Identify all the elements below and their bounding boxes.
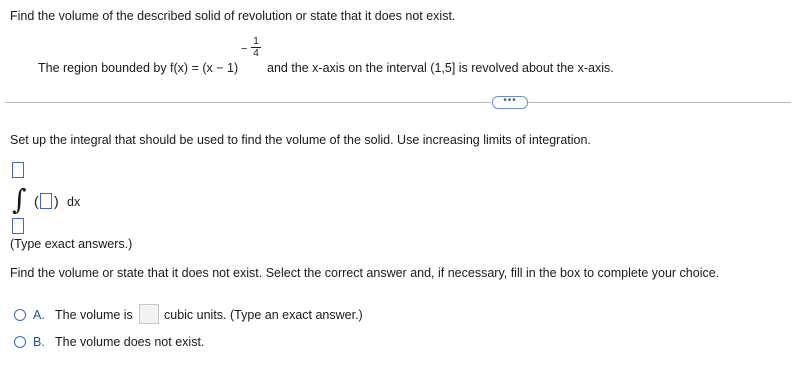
question-prompt: Find the volume of the described solid of revolution or state that it does not exist. <box>10 9 456 23</box>
lower-limit-input[interactable] <box>12 218 24 234</box>
setup-instruction: Set up the integral that should be used to find the volume of the solid. Use increasing limits of integration. <box>10 133 591 147</box>
option-b-letter[interactable]: B. <box>33 335 45 349</box>
more-options-button[interactable]: ••• <box>492 96 528 109</box>
close-paren: ) <box>54 193 59 209</box>
integrand-input[interactable] <box>40 193 52 209</box>
open-paren: ( <box>34 193 39 209</box>
option-b-radio[interactable] <box>14 336 26 348</box>
option-a-letter[interactable]: A. <box>33 308 45 322</box>
option-a-units: cubic units. (Type an exact answer.) <box>164 308 363 322</box>
region-description-rest: and the x-axis on the interval (1,5] is revolved about the x-axis. <box>267 61 614 75</box>
exponent-denominator: 4 <box>253 48 259 59</box>
option-a-radio[interactable] <box>14 309 26 321</box>
option-b-text: The volume does not exist. <box>55 335 205 349</box>
region-description: The region bounded by f(x) = (x − 1) <box>38 61 239 75</box>
section-divider <box>5 102 791 103</box>
upper-limit-input[interactable] <box>12 162 24 178</box>
exponent-fraction <box>250 36 262 59</box>
differential-label: dx <box>67 195 81 209</box>
choice-instruction: Find the volume or state that it does not exist. Select the correct answer and, if necessary, fill in the box to complete your choice. <box>10 266 720 280</box>
exponent-sign: − <box>241 43 249 55</box>
type-exact-note: (Type exact answers.) <box>10 237 133 251</box>
integral-icon: ∫ <box>12 183 27 216</box>
option-a-text: The volume is <box>55 308 133 322</box>
volume-answer-input[interactable] <box>139 304 159 324</box>
exponent-numerator: 1 <box>253 36 259 47</box>
